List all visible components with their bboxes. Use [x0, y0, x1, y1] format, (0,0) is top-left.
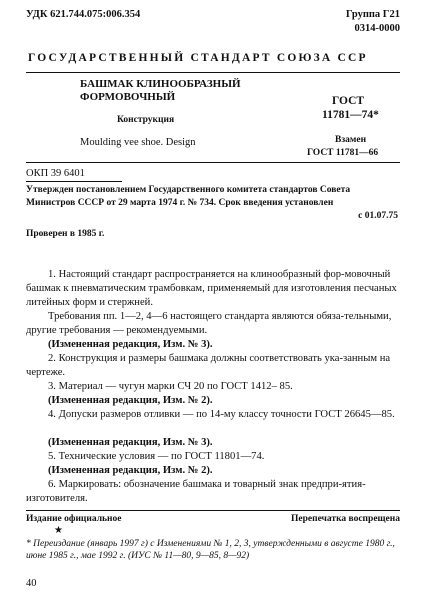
paragraph-7: 6. Маркировать: обозначение башмака и товарный знак предпри-ятия-изготовителя.: [26, 479, 366, 504]
paragraph-4-note: (Измененная редакция, Изм. № 2).: [48, 395, 213, 406]
okp-code: ОКП 39 6401: [26, 168, 85, 179]
gost-label: ГОСТ: [332, 95, 365, 107]
reprint-prohibited: Перепечатка воспрещена: [290, 514, 400, 524]
checked-note: Проверен в 1985 г.: [26, 229, 105, 239]
paragraph-6-note: (Измененная редакция, Изм. № 2).: [48, 465, 213, 476]
approval-line-2: Министров СССР от 29 марта 1974 г. № 734. Срок введения установлен: [26, 198, 334, 208]
paragraph-3: 2. Конструкция и размеры башмака должны соответствовать ука-занным на чертеже.: [26, 353, 391, 378]
paragraph-2-note: (Измененная редакция, Изм. № 3).: [48, 339, 213, 350]
footer-rule: [26, 510, 400, 511]
official-edition: Издание официальное: [26, 514, 122, 524]
group-code: Группа Г21: [345, 9, 400, 20]
classifier-code: 0314-0000: [354, 23, 400, 34]
paragraph-4: 3. Материал — чугун марки СЧ 20 по ГОСТ 1412– 85.: [48, 381, 293, 392]
replaces-number: ГОСТ 11781—66: [307, 148, 379, 158]
paragraph-2: Требования пп. 1—2, 4—6 настоящего стандарта являются обяза-тельными, другие требования — рекомендуемыми.: [26, 311, 392, 336]
approval-date: с 01.07.75: [358, 211, 398, 221]
title-rule: [26, 162, 400, 163]
title-english: Moulding vee shoe. Design: [80, 137, 196, 148]
approval-line-1: Утвержден постановлением Государственного комитета стандартов Совета: [26, 185, 351, 195]
paragraph-5-note: (Измененная редакция, Изм. № 3).: [48, 437, 213, 448]
state-standard-heading: ГОСУДАРСТВЕННЫЙ СТАНДАРТ СОЮЗА ССР: [28, 52, 368, 64]
subtitle: Конструкция: [117, 115, 175, 125]
reissue-footnote: * Переиздание (январь 1997 г) с Изменениями № 1, 2, 3, утвержденными в августе 1980 г., июне 1985 г., мае 1992 г. (ИУС № 11—80, 9—85, 8—92): [26, 539, 395, 561]
header-rule: [26, 72, 400, 73]
paragraph-6: 5. Технические условия — по ГОСТ 11801—74.: [48, 451, 265, 462]
gost-number: 11781—74*: [322, 109, 379, 121]
udk-code: УДК 621.744.075:006.354: [26, 9, 141, 20]
page-number: 40: [26, 578, 37, 589]
okp-underline: [26, 181, 122, 182]
paragraph-5: 4. Допуски размеров отливки — по 14-му классу точности ГОСТ 26645—85.: [48, 409, 395, 420]
replaces-label: Взамен: [335, 135, 367, 145]
star-icon: ★: [54, 525, 63, 536]
title-line-1: БАШМАК КЛИНООБРАЗНЫЙ: [80, 78, 241, 90]
title-line-2: ФОРМОВОЧНЫЙ: [80, 91, 176, 103]
paragraph-1: 1. Настоящий стандарт распространяется на клинообразный фор-мовочный башмак к пневматическим трамбовкам, применяемый для изготовления песчаных литейных форм и стержней.: [26, 269, 397, 308]
